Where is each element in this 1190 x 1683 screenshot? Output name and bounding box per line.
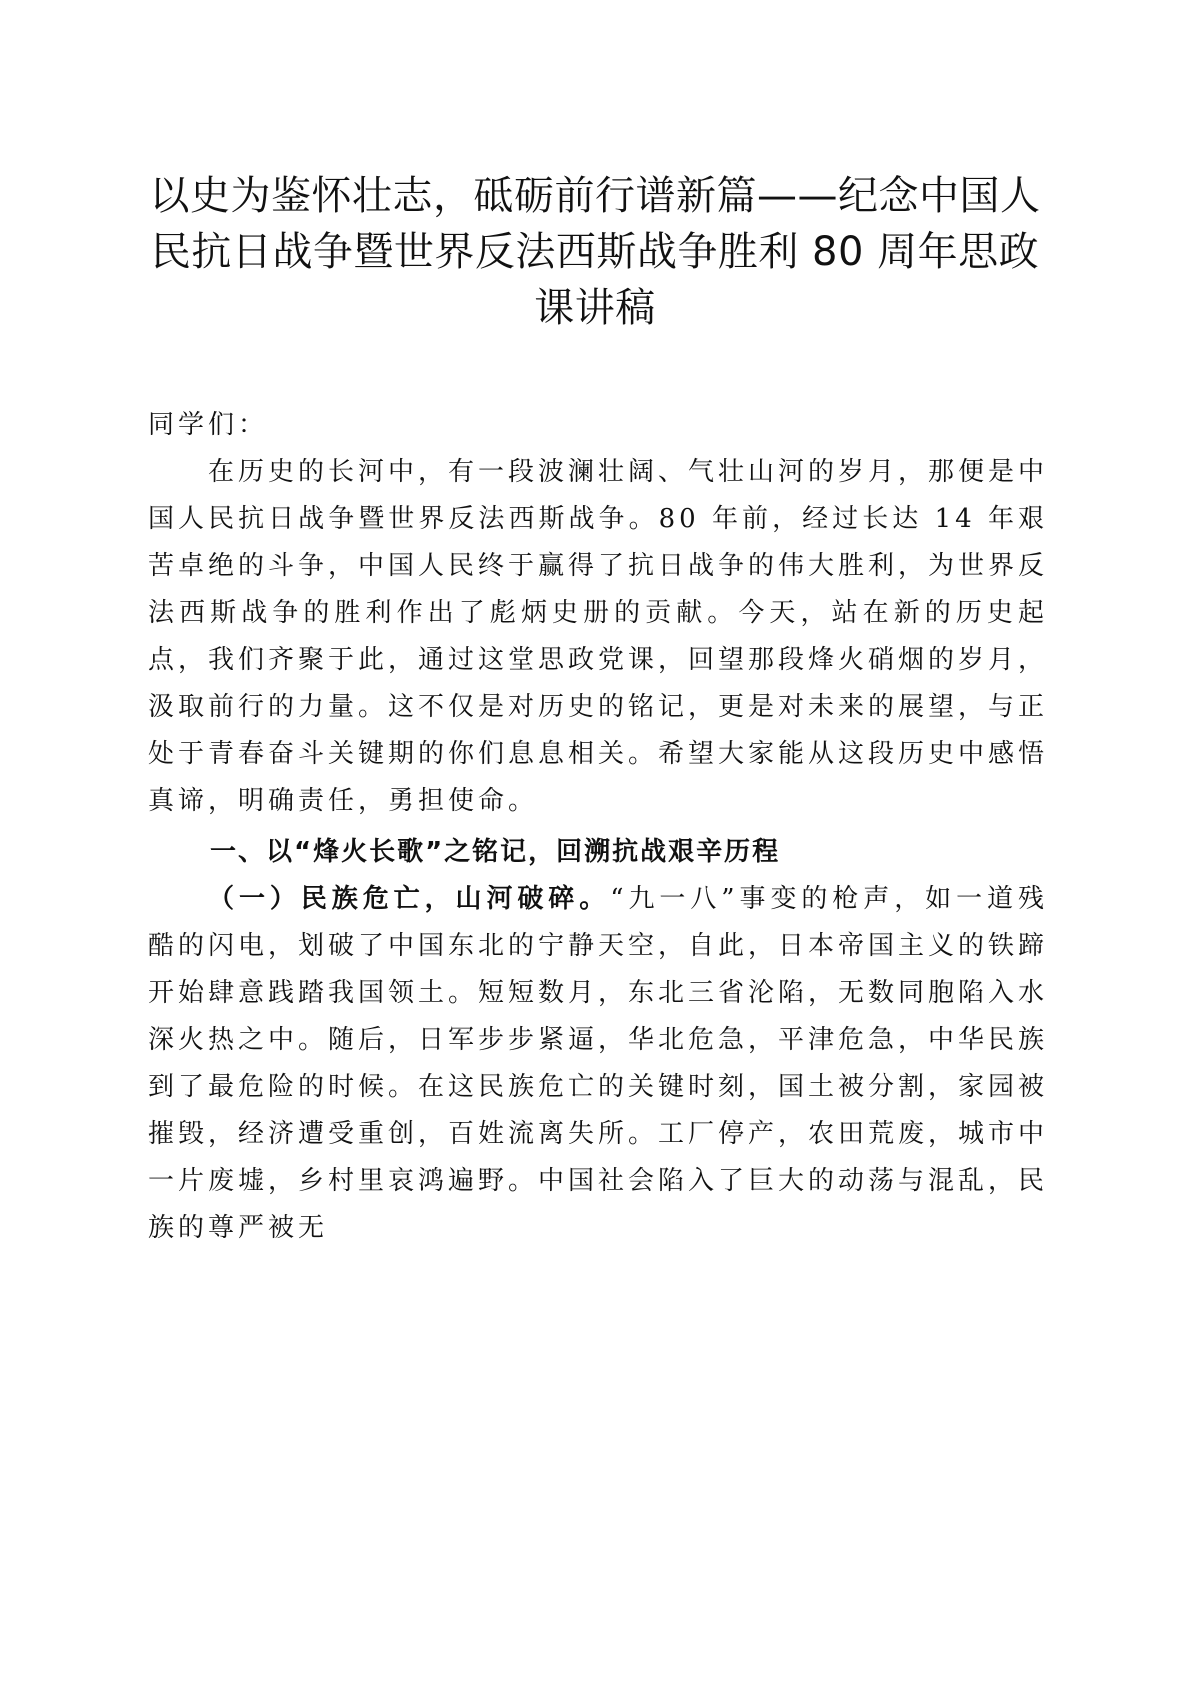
document-body	[148, 402, 1048, 1252]
document-title: 以史为鉴怀壮志，砥砺前行谱新篇——纪念中国人民抗日战争暨世界反法西斯战争胜利 80 周年思政课讲稿	[149, 173, 1041, 331]
subsection-label: （一）民族危亡，山河破碎。	[208, 884, 611, 914]
section-heading: 一、以“烽火长歌”之铭记，回溯抗战艰辛历程	[210, 837, 781, 867]
subsection-paragraph	[148, 876, 1048, 1252]
intro-paragraph: 在历史的长河中，有一段波澜壮阔、气壮山河的岁月，那便是中国人民抗日战争暨世界反法西斯战争。80 年前，经过长达 14 年艰苦卓绝的斗争，中国人民终于赢得了抗日战争的伟大胜利，为世界反法西斯战争的胜利作出了彪炳史册的贡献。今天，站在新的历史起点，我们齐聚于此，通过这堂思政党课，回望那段烽火硝烟的岁月，汲取前行的力量。这不仅是对历史的铭记，更是对未来的展望，与正处于青春奋斗关键期的你们息息相关。希望大家能从这段历史中感悟真谛，明确责任，勇担使命。	[148, 457, 1049, 816]
salutation: 同学们：	[148, 410, 269, 440]
subsection-text: “九一八”事变的枪声，如一道残酷的闪电，划破了中国东北的宁静天空，自此，日本帝国主义的铁蹄开始肆意践踏我国领土。短短数月，东北三省沦陷，无数同胞陷入水深火热之中。随后，日军步步紧逼，华北危急，平津危急，中华民族到了最危险的时候。在这民族危亡的关键时刻，国土被分割，家园被摧毁，经济遭受重创，百姓流离失所。工厂停产，农田荒废，城市中一片废墟，乡村里哀鸿遍野。中国社会陷入了巨大的动荡与混乱，民族的尊严被无	[148, 884, 1049, 1243]
